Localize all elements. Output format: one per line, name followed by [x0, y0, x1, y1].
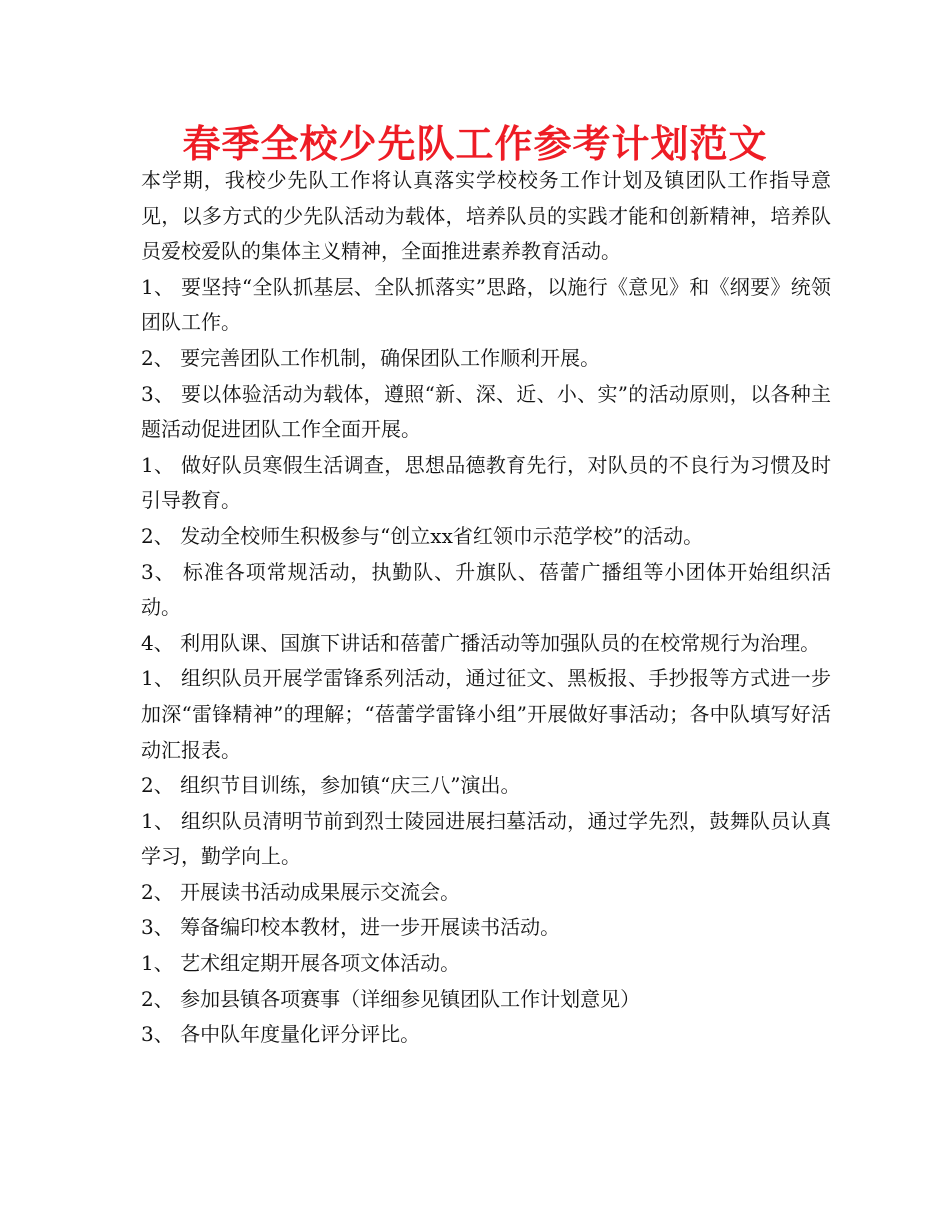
paragraph-item: 3、 标准各项常规活动，执勤队、升旗队、蓓蕾广播组等小团体开始组织活动。: [141, 559, 831, 620]
paragraph-item: 2、 参加县镇各项赛事（详细参见镇团队工作计划意见）: [141, 986, 641, 1011]
paragraph-item: 2、 发动全校师生积极参与“创立xx省红领巾示范学校”的活动。: [141, 523, 704, 548]
paragraph-item: 1、 组织队员清明节前到烈士陵园进展扫墓活动，通过学先烈，鼓舞队员认真学习，勤学向上。: [141, 808, 831, 869]
paragraph-item: 1、 要坚持“全队抓基层、全队抓落实”思路，以施行《意见》和《纲要》统领团队工作。: [141, 274, 831, 335]
paragraph-item: 1、 艺术组定期开展各项文体活动。: [141, 951, 461, 976]
paragraph-item: 2、 开展读书活动成果展示交流会。: [141, 879, 461, 904]
paragraph-item: 4、 利用队课、国旗下讲话和蓓蕾广播活动等加强队员的在校常规行为治理。: [141, 630, 821, 655]
paragraph-intro: 本学期，我校少先队工作将认真落实学校校务工作计划及镇团队工作指导意见，以多方式的少先队活动为载体，培养队员的实践才能和创新精神，培养队员爱校爱队的集体主义精神，全面推进素养教育活动。: [141, 168, 831, 264]
paragraph-item: 1、 做好队员寒假生活调查，思想品德教育先行，对队员的不良行为习惯及时引导教育。: [141, 452, 831, 513]
paragraph-item: 2、 组织节目训练，参加镇“庆三八”演出。: [141, 773, 521, 798]
paragraph-item: 1、 组织队员开展学雷锋系列活动，通过征文、黑板报、手抄报等方式进一步加深“雷锋精神”的理解；“蓓蕾学雷锋小组”开展做好事活动；各中队填写好活动汇报表。: [141, 666, 831, 762]
paragraph-item: 3、 筹备编印校本教材，进一步开展读书活动。: [141, 915, 561, 940]
document-body: [141, 163, 831, 1053]
paragraph-item: 3、 各中队年度量化评分评比。: [141, 1022, 421, 1047]
document-title: 春季全校少先队工作参考计划范文: [182, 122, 768, 166]
paragraph-item: 3、 要以体验活动为载体，遵照“新、深、近、小、实”的活动原则，以各种主题活动促进团队工作全面开展。: [141, 381, 831, 442]
paragraph-item: 2、 要完善团队工作机制，确保团队工作顺利开展。: [141, 345, 601, 370]
